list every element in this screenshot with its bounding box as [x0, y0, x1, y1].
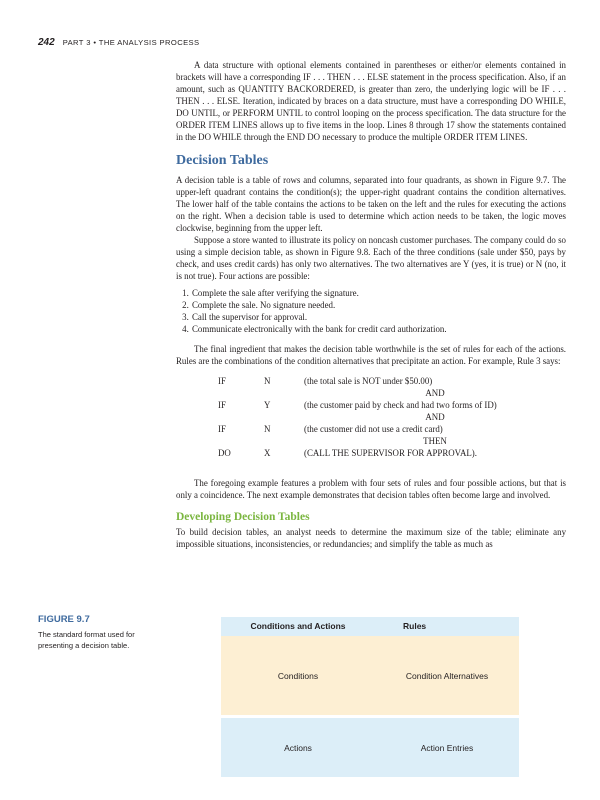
action-entries-cell: Action Entries: [420, 742, 474, 753]
actions-cell: Actions: [284, 742, 312, 753]
rule-value: N: [264, 376, 271, 386]
section-paragraph-1: A decision table is a table of rows and columns, separated into four quadrants, as shown in Figure 9.7. The upper-left quadrant contains the condition(s); the upper-right quadrant contains the condition alternatives. The lower half of the table contains the actions to be taken on the left and the rules for executing the actions on the right. When a decision table is used to determine which action needs to be taken, the logic moves clockwise, beginning from the upper left.: [176, 175, 566, 233]
rule-connector: THEN: [423, 436, 447, 446]
rule-keyword: IF: [218, 400, 226, 410]
rule-value: Y: [264, 400, 271, 410]
rule-row: [176, 423, 566, 435]
rule-keyword: DO: [218, 448, 231, 458]
actions-list: [176, 287, 566, 335]
rule-value: N: [264, 424, 271, 434]
rule-condition: (CALL THE SUPERVISOR FOR APPROVAL).: [304, 448, 477, 458]
closing-paragraph: The foregoing example features a problem with four sets of rules and four possible actions, but that is only a coincidence. The next example demonstrates that decision tables often become large and involved.: [176, 478, 566, 500]
subsection-paragraph: To build decision tables, an analyst needs to determine the maximum size of the table; eliminate any impossible situations, inconsistencies, or redundancies; and simplify the table as much as: [176, 527, 566, 549]
list-item: 4. Communicate electronically with the bank for credit card authorization.: [191, 323, 566, 335]
rule-value: X: [264, 448, 271, 458]
section-paragraph-2: Suppose a store wanted to illustrate its policy on noncash customer purchases. The company could do so using a simple decision table, as shown in Figure 9.8. Each of the three conditions (sale under $50, pays by check, and uses credit cards) has only two alternatives. The two alternatives are Y (yes, it is true) or N (no, it is not true). Four actions are possible:: [176, 235, 566, 281]
rule-keyword: IF: [218, 424, 226, 434]
rule-example: [176, 375, 566, 471]
part-title: PART 3 • THE ANALYSIS PROCESS: [62, 38, 200, 47]
rule-condition: (the customer did not use a credit card): [304, 424, 443, 434]
rule-row: [176, 447, 566, 459]
actions-quadrant-row: [221, 718, 519, 777]
header-conditions-and-actions: Conditions and Actions: [250, 621, 346, 631]
list-item: 3. Call the supervisor for approval.: [191, 311, 566, 323]
conditions-quadrant-row: [221, 636, 519, 715]
intro-paragraph: A data structure with optional elements contained in parentheses or either/or elements contained in brackets will have a corresponding IF . . . THEN . . . ELSE statement in the process specification. Also, if an amount, such as QUANTITY BACKORDERED, is greater than zero, the underlying logic will be IF . . . THEN . . . ELSE. Iteration, indicated by braces on a data structure, must have a corresponding DO WHILE, DO UNTIL, or PERFORM UNTIL to control looping on the process specification. The data structure for the ORDER ITEM LINES allows up to five items in the loop. Lines 8 through 17 show the statements contained in the DO WHILE through the END DO necessary to produce the multiple ORDER ITEM LINES.: [176, 60, 566, 142]
condition-alternatives-cell: Condition Alternatives: [405, 670, 489, 681]
page-number: 242: [38, 37, 55, 48]
rule-condition: (the customer paid by check and had two forms of ID): [304, 400, 497, 410]
rule-connector: AND: [425, 388, 445, 398]
rule-condition: (the total sale is NOT under $50.00): [304, 376, 433, 386]
decision-table-figure: [221, 617, 519, 777]
rule-keyword: IF: [218, 376, 226, 386]
rule-connector-row: [176, 435, 566, 447]
rule-connector: AND: [425, 412, 445, 422]
decision-table-header: [221, 617, 519, 636]
rule-connector-row: [176, 387, 566, 399]
list-item: 1. Complete the sale after verifying the signature.: [191, 287, 566, 299]
conditions-cell: Conditions: [277, 670, 319, 681]
rule-row: [176, 375, 566, 387]
section-title: Decision Tables: [176, 153, 269, 168]
header-rules: Rules: [403, 621, 427, 631]
subsection-title: Developing Decision Tables: [176, 511, 310, 523]
list-item: 2. Complete the sale. No signature needed.: [191, 299, 566, 311]
figure-label: FIGURE 9.7: [38, 614, 90, 625]
body-column: [176, 59, 566, 550]
rules-paragraph: The final ingredient that makes the decision table worthwhile is the set of rules for each of the actions. Rules are the combinations of the condition alternatives that precipitate an action. For example, Rule 3 says:: [176, 344, 566, 366]
figure-caption: The standard format used for presenting a decision table.: [38, 630, 135, 650]
rule-connector-row: [176, 411, 566, 423]
running-head: [38, 37, 199, 48]
rule-row: [176, 399, 566, 411]
